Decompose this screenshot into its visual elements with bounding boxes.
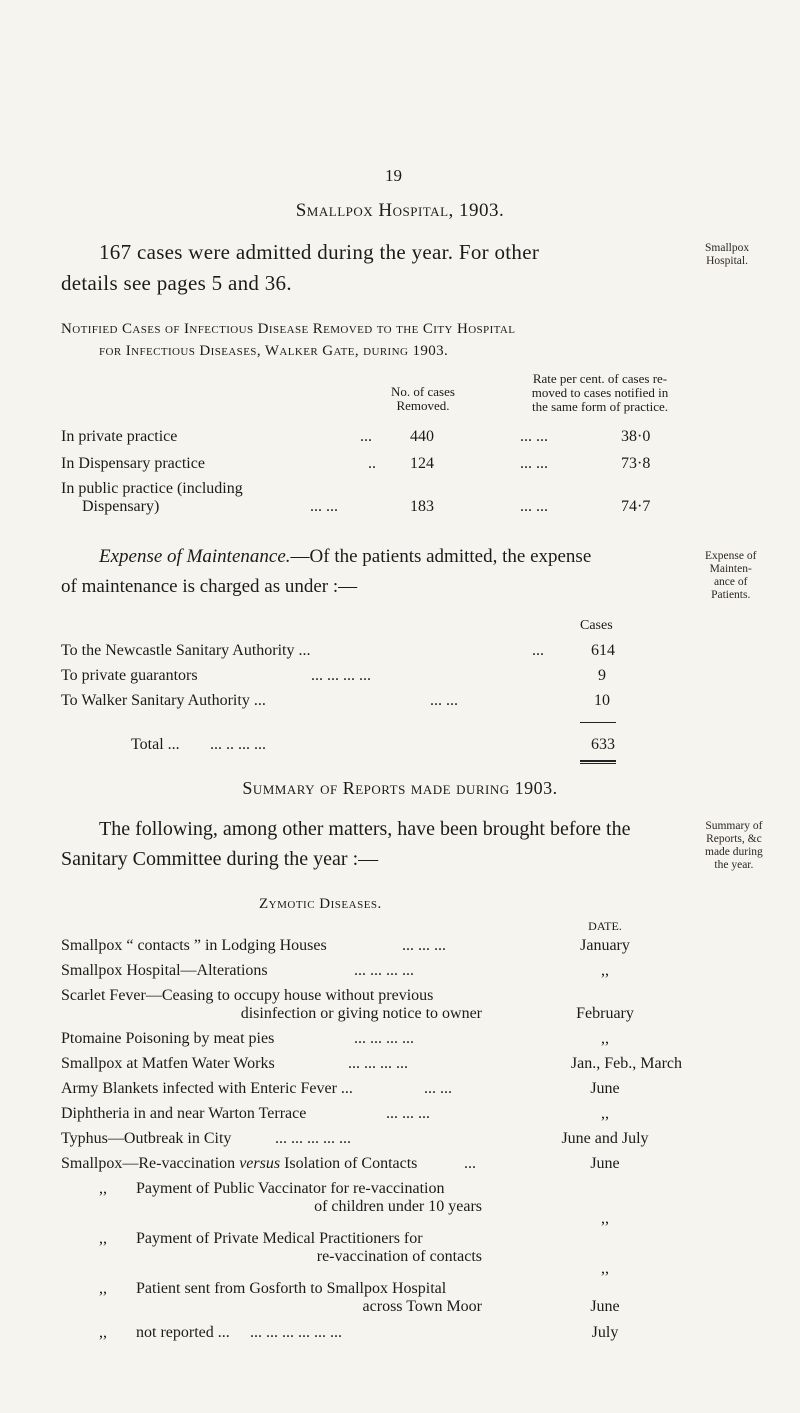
row-private-practice: In private practice xyxy=(61,428,178,445)
ditto-mark: ,, xyxy=(99,1230,107,1247)
row-public-practice-cont: Dispensary) xyxy=(82,498,160,515)
dot-leader: ... xyxy=(464,1155,476,1172)
report-item-army-blankets: Army Blankets infected with Enteric Fever ... xyxy=(61,1080,353,1097)
total-value: 633 xyxy=(591,736,615,753)
private-guarantors-value: 9 xyxy=(598,667,606,684)
report-date: ,, xyxy=(601,962,609,979)
dot-leader: ... ... ... ... xyxy=(311,667,371,684)
sub-item-gosforth-patient-cont: across Town Moor xyxy=(362,1298,482,1315)
report-date: January xyxy=(580,937,630,954)
sub-item-gosforth-patient: Patient sent from Gosforth to Smallpox Hospital xyxy=(136,1280,447,1297)
dot-leader: ... ... xyxy=(520,428,548,445)
dot-leader: ... ... ... ... xyxy=(354,1030,414,1047)
smallpox-hospital-title: Smallpox Hospital, 1903. xyxy=(295,200,505,221)
dot-leader: ... ... ... xyxy=(386,1105,430,1122)
report-date: June and July xyxy=(561,1130,649,1147)
dot-leader: ... ... ... ... xyxy=(348,1055,408,1072)
private-guarantors-label: To private guarantors xyxy=(61,667,198,684)
date-header: DATE. xyxy=(588,919,622,933)
report-date: ,, xyxy=(601,1030,609,1047)
private-practice-count: 440 xyxy=(410,428,434,445)
subtotal-rule xyxy=(580,722,616,723)
zymotic-diseases-heading: Zymotic Diseases. xyxy=(259,896,382,912)
dot-leader: ... xyxy=(360,428,372,445)
public-practice-rate: 74·7 xyxy=(621,498,651,515)
dot-leader: ... ... ... ... xyxy=(354,962,414,979)
report-item-hospital-alterations: Smallpox Hospital—Alterations xyxy=(61,962,268,979)
expense-side-note: Expense of Mainten- ance of Patients. xyxy=(705,550,757,601)
dot-leader: ... ... xyxy=(520,498,548,515)
cases-header: Cases xyxy=(580,618,613,633)
report-date: ,, xyxy=(601,1260,609,1277)
sub-item-private-practitioners-cont: re-vaccination of contacts xyxy=(316,1248,482,1265)
ditto-mark: ,, xyxy=(99,1180,107,1197)
report-item-ptomaine: Ptomaine Poisoning by meat pies xyxy=(61,1030,275,1047)
dispensary-practice-count: 124 xyxy=(410,455,434,472)
report-item-diphtheria: Diphtheria in and near Warton Terrace xyxy=(61,1105,307,1122)
report-date: ,, xyxy=(601,1105,609,1122)
dot-leader: ... ... xyxy=(424,1080,452,1097)
admission-line-1: 167 cases were admitted during the year. For other xyxy=(99,240,540,264)
ditto-mark: ,, xyxy=(99,1324,107,1341)
dot-leader: ... xyxy=(532,642,544,659)
dot-leader: ... ... ... ... ... xyxy=(275,1130,351,1147)
report-date: July xyxy=(591,1324,619,1341)
summary-side-note: Summary of Reports, &c made during the year. xyxy=(705,820,763,871)
private-practice-rate: 38·0 xyxy=(621,428,651,445)
cases-removed-header: No. of cases Removed. xyxy=(391,384,455,413)
summary-paragraph-line-1: The following, among other matters, have been brought before the xyxy=(99,818,631,840)
dot-leader: .. xyxy=(368,455,376,472)
sub-item-public-vaccinator: Payment of Public Vaccinator for re-vaccination xyxy=(136,1180,445,1197)
total-label: Total ... xyxy=(131,736,180,753)
walker-authority-label: To Walker Sanitary Authority ... xyxy=(61,692,266,709)
sub-item-not-reported: not reported ... xyxy=(136,1324,230,1341)
report-date: ,, xyxy=(601,1210,609,1227)
sub-item-public-vaccinator-cont: of children under 10 years xyxy=(314,1198,482,1215)
notified-cases-title-1: Notified Cases of Infectious Disease Removed to the City Hospital xyxy=(61,321,516,337)
dot-leader: ... ... xyxy=(520,455,548,472)
row-dispensary-practice: In Dispensary practice xyxy=(61,455,205,472)
report-date: February xyxy=(576,1005,634,1022)
report-item-revaccination: Smallpox—Re-vaccination versus Isolation of Contacts xyxy=(61,1155,418,1172)
report-date: June xyxy=(590,1080,620,1097)
dot-leader: ... .. ... ... xyxy=(210,736,266,753)
ditto-mark: ,, xyxy=(99,1280,107,1297)
report-date: June xyxy=(590,1298,620,1315)
dispensary-practice-rate: 73·8 xyxy=(621,455,651,472)
sub-item-private-practitioners: Payment of Private Medical Practitioners for xyxy=(136,1230,423,1247)
newcastle-authority-label: To the Newcastle Sanitary Authority ... xyxy=(61,642,311,659)
notified-cases-title-2: for Infectious Diseases, Walker Gate, during 1903. xyxy=(99,343,449,359)
row-public-practice: In public practice (including xyxy=(61,480,243,497)
public-practice-count: 183 xyxy=(410,498,434,515)
summary-paragraph-line-2: Sanitary Committee during the year :— xyxy=(61,848,379,870)
expense-paragraph-line-2: of maintenance is charged as under :— xyxy=(61,576,358,597)
walker-authority-value: 10 xyxy=(594,692,610,709)
rate-per-cent-header: Rate per cent. of cases re- moved to cases notified in the same form of practice. xyxy=(531,371,669,414)
report-item-scarlet-fever: Scarlet Fever—Ceasing to occupy house without previous xyxy=(61,987,434,1004)
report-item-lodging-houses: Smallpox “ contacts ” in Lodging Houses xyxy=(61,937,327,954)
dot-leader: ... ... ... ... ... ... xyxy=(250,1324,342,1341)
smallpox-hospital-side-note: Smallpox Hospital. xyxy=(705,242,750,267)
report-date: June xyxy=(590,1155,620,1172)
admission-line-2: details see pages 5 and 36. xyxy=(61,271,292,295)
report-item-matfen: Smallpox at Matfen Water Works xyxy=(61,1055,275,1072)
dot-leader: ... ... ... xyxy=(402,937,446,954)
report-item-typhus: Typhus—Outbreak in City xyxy=(61,1130,232,1147)
dot-leader: ... ... xyxy=(310,498,338,515)
dot-leader: ... ... xyxy=(430,692,458,709)
report-item-scarlet-fever-cont: disinfection or giving notice to owner xyxy=(240,1005,482,1022)
page-number: 19 xyxy=(385,166,402,185)
report-date: Jan., Feb., March xyxy=(570,1055,682,1072)
expense-paragraph-line-1: Expense of Maintenance.—Of the patients admitted, the expense xyxy=(99,546,592,567)
total-double-rule xyxy=(580,760,616,764)
newcastle-authority-value: 614 xyxy=(591,642,615,659)
summary-reports-title: Summary of Reports made during 1903. xyxy=(242,778,558,798)
